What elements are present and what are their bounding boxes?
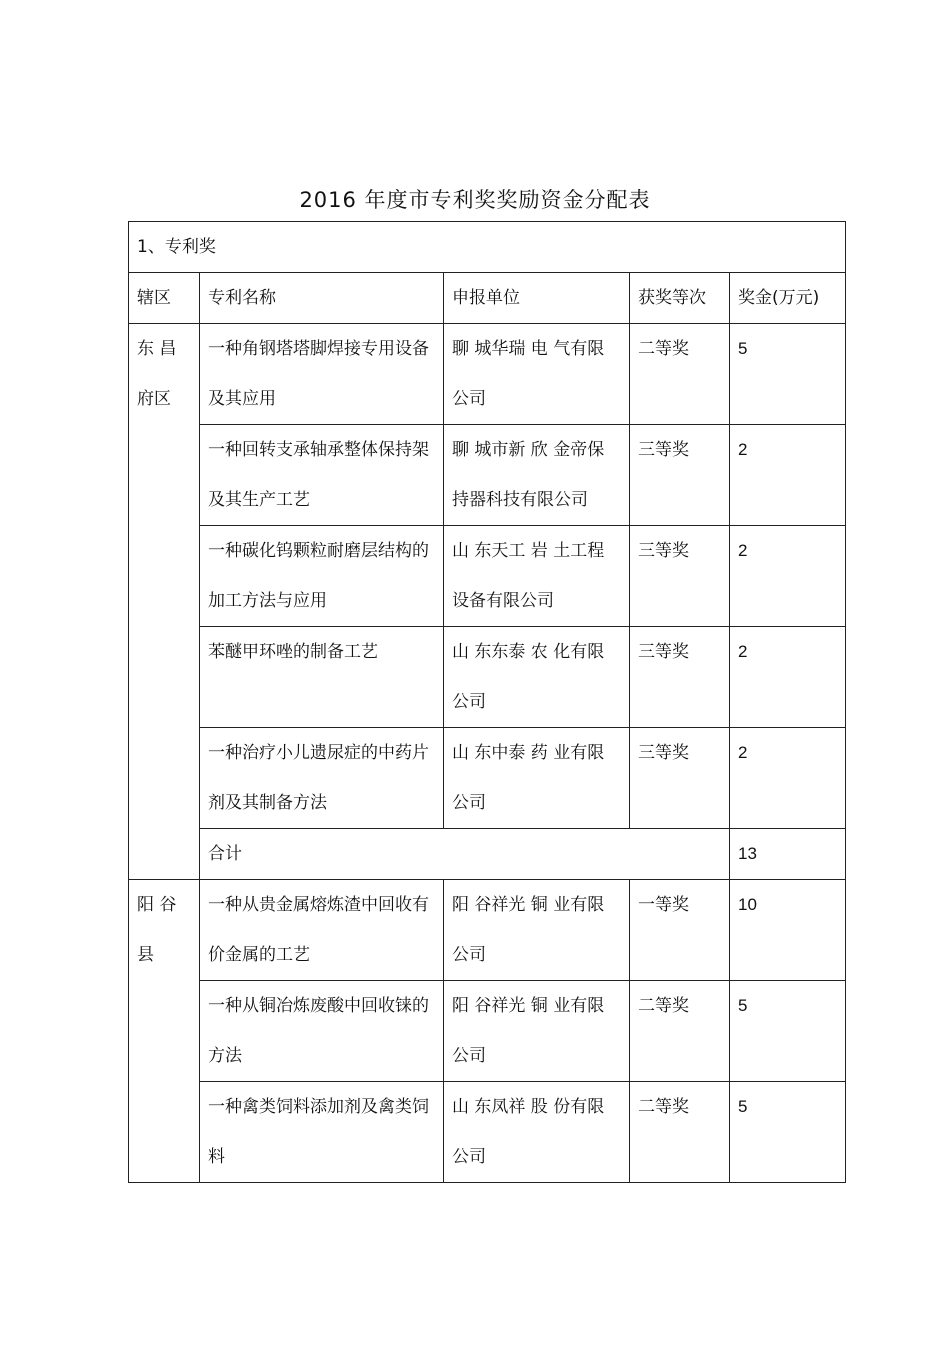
patent-name-cell: 一种角钢塔塔脚焊接专用设备及其应用 xyxy=(200,324,444,425)
applicant-cell: 山 东东泰 农 化有限公司 xyxy=(444,627,630,728)
applicant-cell: 山 东天工 岩 土工程设备有限公司 xyxy=(444,526,630,627)
total-value: 13 xyxy=(730,829,846,880)
award-level-cell: 二等奖 xyxy=(630,1082,730,1183)
table-row xyxy=(129,425,846,526)
page-title: 2016 年度市专利奖奖励资金分配表 xyxy=(299,188,651,212)
header-patent-name: 专利名称 xyxy=(200,273,444,324)
patent-name-cell: 一种回转支承轴承整体保持架及其生产工艺 xyxy=(200,425,444,526)
patent-name-cell: 苯醚甲环唑的制备工艺 xyxy=(200,627,444,728)
table-row xyxy=(129,981,846,1082)
award-level-cell: 一等奖 xyxy=(630,880,730,981)
bonus-cell: 2 xyxy=(730,526,846,627)
table-row xyxy=(129,880,846,981)
applicant-cell: 阳 谷祥光 铜 业有限公司 xyxy=(444,981,630,1082)
header-award-level: 获奖等次 xyxy=(630,273,730,324)
award-level-cell: 三等奖 xyxy=(630,425,730,526)
patent-name-cell: 一种从铜冶炼废酸中回收铼的方法 xyxy=(200,981,444,1082)
table-row xyxy=(129,324,846,425)
award-level-cell: 三等奖 xyxy=(630,728,730,829)
patent-name-cell: 一种碳化钨颗粒耐磨层结构的加工方法与应用 xyxy=(200,526,444,627)
bonus-cell: 5 xyxy=(730,324,846,425)
district-cell: 东 昌府区 xyxy=(129,324,200,880)
bonus-cell: 2 xyxy=(730,425,846,526)
applicant-cell: 山 东凤祥 股 份有限公司 xyxy=(444,1082,630,1183)
header-applicant: 申报单位 xyxy=(444,273,630,324)
award-level-cell: 二等奖 xyxy=(630,324,730,425)
patent-name-cell: 一种治疗小儿遗尿症的中药片剂及其制备方法 xyxy=(200,728,444,829)
award-level-cell: 三等奖 xyxy=(630,627,730,728)
header-row xyxy=(129,273,846,324)
bonus-cell: 10 xyxy=(730,880,846,981)
applicant-cell: 山 东中泰 药 业有限公司 xyxy=(444,728,630,829)
patent-name-cell: 一种从贵金属熔炼渣中回收有价金属的工艺 xyxy=(200,880,444,981)
bonus-cell: 5 xyxy=(730,1082,846,1183)
total-row xyxy=(129,829,846,880)
bonus-cell: 2 xyxy=(730,728,846,829)
award-level-cell: 二等奖 xyxy=(630,981,730,1082)
section-row xyxy=(129,222,846,273)
table-row xyxy=(129,627,846,728)
applicant-cell: 聊 城市新 欣 金帝保持器科技有限公司 xyxy=(444,425,630,526)
patent-name-cell: 一种禽类饲料添加剂及禽类饲料 xyxy=(200,1082,444,1183)
bonus-cell: 2 xyxy=(730,627,846,728)
table-row xyxy=(129,1082,846,1183)
header-bonus: 奖金(万元) xyxy=(730,273,846,324)
applicant-cell: 聊 城华瑞 电 气有限公司 xyxy=(444,324,630,425)
award-allocation-table xyxy=(128,221,846,1183)
award-level-cell: 三等奖 xyxy=(630,526,730,627)
bonus-cell: 5 xyxy=(730,981,846,1082)
applicant-cell: 阳 谷祥光 铜 业有限公司 xyxy=(444,880,630,981)
total-label: 合计 xyxy=(200,829,730,880)
table-row xyxy=(129,728,846,829)
section-label: 1、专利奖 xyxy=(129,222,846,273)
district-cell: 阳 谷县 xyxy=(129,880,200,1183)
header-district: 辖区 xyxy=(129,273,200,324)
table-row xyxy=(129,526,846,627)
